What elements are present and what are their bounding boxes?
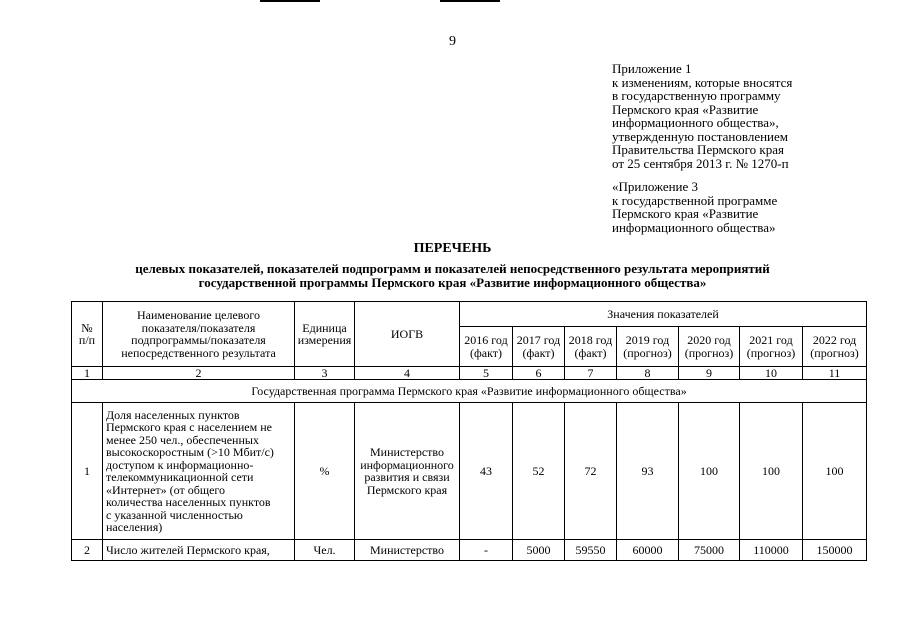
column-number: 6 — [513, 367, 565, 380]
row-unit: % — [295, 403, 355, 540]
header-num: № п/п — [72, 302, 103, 367]
row-value: 93 — [617, 403, 679, 540]
column-number: 11 — [803, 367, 867, 380]
appendix-3-line: информационного общества» — [612, 219, 776, 235]
appendix-1-line: в государственную программу — [612, 88, 781, 103]
table-row — [72, 403, 867, 540]
document-subtitle — [0, 262, 905, 289]
header-iogv: ИОГВ — [355, 302, 460, 367]
header-year: 2016 год (факт) — [460, 327, 513, 367]
header-year: 2020 год (прогноз) — [679, 327, 740, 367]
row-value: 60000 — [617, 540, 679, 561]
row-value: 150000 — [803, 540, 867, 561]
document-title: ПЕРЕЧЕНЬ — [413, 241, 492, 256]
top-edge-line-left — [260, 0, 320, 2]
header-name: Наименование целевого показателя/показателя подпрограммы/показателя непосредственного результата — [103, 302, 295, 367]
row-iogv: Министерство — [355, 540, 460, 561]
section-title: Государственная программа Пермского края «Развитие информационного общества» — [72, 380, 867, 403]
appendix-3-line: Пермского края «Развитие — [612, 206, 759, 221]
column-number: 8 — [617, 367, 679, 380]
row-value: 59550 — [565, 540, 617, 561]
row-iogv: Министерство информационного развития и связи Пермского края — [355, 403, 460, 540]
row-unit: Чел. — [295, 540, 355, 561]
page-number: 9 — [449, 34, 456, 49]
header-year: 2018 год (факт) — [565, 327, 617, 367]
appendix-3-block — [612, 180, 777, 234]
row-value: 5000 — [513, 540, 565, 561]
column-number: 1 — [72, 367, 103, 380]
top-edge-line-right — [440, 0, 500, 2]
row-name: Доля населенных пунктов Пермского края с населением не менее 250 чел., обеспеченных высокоскоростным (>10 Мбит/с) доступом к информационно- телекоммуникационной сети «Интернет» (от общего количества населенных пунктов с указанной численностью населения) — [103, 403, 295, 540]
header-row-top — [72, 302, 867, 327]
appendix-1-line: к изменениям, которые вносятся — [612, 74, 793, 90]
row-value: 75000 — [679, 540, 740, 561]
header-year: 2021 год (прогноз) — [740, 327, 803, 367]
table-row — [72, 540, 867, 561]
row-value: 43 — [460, 403, 513, 540]
column-number: 5 — [460, 367, 513, 380]
header-year: 2019 год (прогноз) — [617, 327, 679, 367]
subtitle-line: государственной программы Пермского края «Развитие информационного общества» — [198, 274, 707, 290]
appendix-1-line: Приложение 1 — [612, 61, 692, 76]
header-year: 2022 год (прогноз) — [803, 327, 867, 367]
appendix-1-line: информационного общества», — [612, 115, 779, 130]
appendix-1-line: Правительства Пермского края — [612, 142, 784, 157]
column-number: 10 — [740, 367, 803, 380]
appendix-3-line: «Приложение 3 — [612, 179, 699, 194]
row-value: 100 — [679, 403, 740, 540]
appendix-1-line: от 25 сентября 2013 г. № 1270-п — [612, 155, 789, 171]
header-year: 2017 год (факт) — [513, 327, 565, 367]
row-name: Число жителей Пермского края, — [103, 540, 295, 561]
appendix-1-block — [612, 62, 792, 170]
row-value: 72 — [565, 403, 617, 540]
appendix-1-line: утвержденную постановлением — [612, 128, 789, 144]
section-row — [72, 380, 867, 403]
row-num: 1 — [72, 403, 103, 540]
row-num: 2 — [72, 540, 103, 561]
column-number: 4 — [355, 367, 460, 380]
row-value: - — [460, 540, 513, 561]
row-value: 100 — [803, 403, 867, 540]
header-unit: Единица измерения — [295, 302, 355, 367]
row-value: 52 — [513, 403, 565, 540]
column-number: 7 — [565, 367, 617, 380]
column-number-row — [72, 367, 867, 380]
appendix-3-line: к государственной программе — [612, 192, 778, 208]
header-values-group: Значения показателей — [460, 302, 867, 327]
row-value: 100 — [740, 403, 803, 540]
column-number: 9 — [679, 367, 740, 380]
column-number: 3 — [295, 367, 355, 380]
subtitle-line: целевых показателей, показателей подпрограмм и показателей непосредственного результата мероприятий — [135, 261, 770, 276]
appendix-1-line: Пермского края «Развитие — [612, 101, 759, 117]
indicators-table — [71, 301, 867, 561]
row-value: 110000 — [740, 540, 803, 561]
column-number: 2 — [103, 367, 295, 380]
